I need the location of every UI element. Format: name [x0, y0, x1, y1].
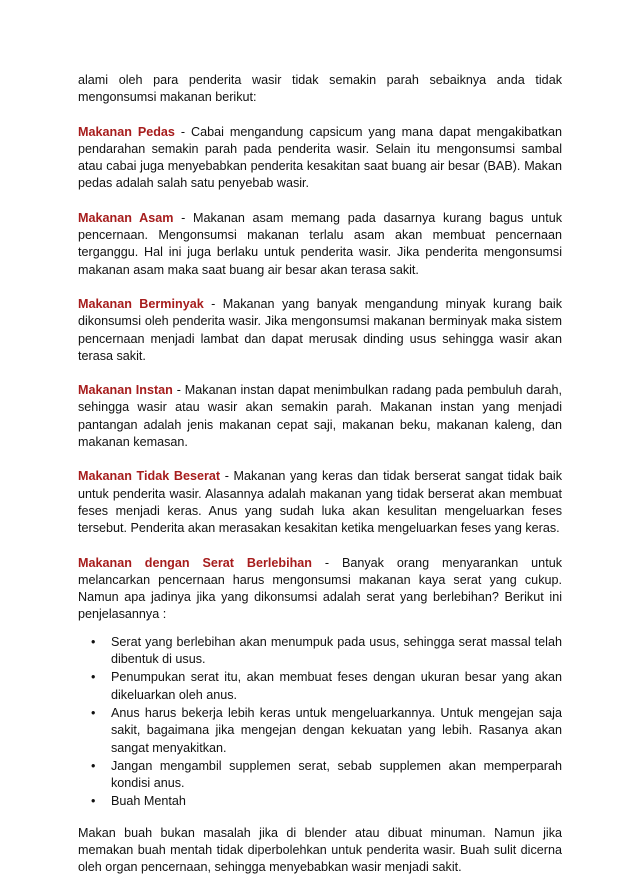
section-text: - Makanan asam memang pada dasarnya kurang bagus untuk pencernaan. Mengonsumsi makanan terlalu asam akan membuat pencernaan terganggu. Hal ini juga berlaku untuk penderita wasir. Jika penderita mengonsumsi makanan asam maka saat buang air besar akan terasa sakit.: [78, 210, 562, 277]
section-pedas: [78, 124, 562, 193]
section-heading: Makanan Pedas: [78, 124, 175, 139]
section-serat-berlebihan: [78, 555, 562, 624]
section-heading: Makanan Instan: [78, 383, 173, 398]
closing-paragraph: Makan buah bukan masalah jika di blender atau dibuat minuman. Namun jika memakan buah mentah tidak diperbolehkan untuk penderita wasir. Buah sulit dicerna oleh organ pencernaan, sehingga menyebabkan wasir menjadi sakit.: [78, 825, 562, 875]
list-item: • Buah Mentah: [111, 793, 562, 810]
section-text: - Makanan yang banyak mengandung minyak kurang baik dikonsumsi oleh penderita wasir. Jika mengonsumsi makanan berminyak maka sistem pencernaan menjadi lambat dan dapat merusak dinding usus sehingga wasir akan terasa sakit.: [78, 296, 562, 363]
list-item: • Penumpukan serat itu, akan membuat feses dengan ukuran besar yang akan dikeluarkan oleh anus.: [111, 669, 562, 704]
section-text: - Makanan yang keras dan tidak berserat sangat tidak baik untuk penderita wasir. Alasannya adalah makanan yang tidak berserat akan membuat feses menjadi keras. Anus yang sudah luka akan kesulitan mengeluarkan feses tersebut. Penderita akan merasakan kesakitan ketika mengeluarkan feses yang keras.: [78, 469, 562, 536]
list-item: • Anus harus bekerja lebih keras untuk mengeluarkannya. Untuk mengejan saja sakit, bagaimana jika mengejan dengan kekuatan yang lebih. Rasanya akan sangat menyakitkan.: [111, 705, 562, 757]
bullet-list: [78, 634, 562, 811]
section-berminyak: [78, 296, 562, 365]
section-heading: Makanan Berminyak: [78, 296, 204, 311]
list-item: • Jangan mengambil supplemen serat, sebab supplemen akan memperparah kondisi anus.: [111, 758, 562, 793]
section-asam: [78, 210, 562, 279]
section-instan: [78, 382, 562, 451]
section-text: - Makanan instan dapat menimbulkan radang pada pembuluh darah, sehingga wasir atau wasir akan semakin parah. Makanan instan yang menjadi pantangan adalah jenis makanan cepat saji, makanan beku, makanan kaleng, dan makanan kemasan.: [78, 383, 562, 450]
section-heading: Makanan Tidak Beserat: [78, 469, 221, 484]
section-heading: Makanan dengan Serat Berlebihan: [78, 555, 312, 570]
section-heading: Makanan Asam: [78, 210, 174, 225]
section-tidak-beserat: [78, 468, 562, 537]
section-text: - Banyak orang menyarankan untuk melancarkan pencernaan harus mengonsumsi makanan kaya serat yang cukup. Namun apa jadinya jika yang dikonsumsi adalah serat yang berlebihan? Berikut ini penjelasannya :: [78, 555, 562, 622]
document-page: [78, 72, 562, 894]
list-item: • Serat yang berlebihan akan menumpuk pada usus, sehingga serat massal telah dibentuk di usus.: [111, 634, 562, 669]
intro-paragraph: alami oleh para penderita wasir tidak semakin parah sebaiknya anda tidak mengonsumsi makanan berikut:: [78, 73, 562, 105]
section-text: - Cabai mengandung capsicum yang mana dapat mengakibatkan pendarahan semakin parah pada penderita wasir. Selain itu mengonsumsi sambal atau cabai juga menyebabkan penderita kesakitan saat buang air besar (BAB). Makan pedas adalah salah satu penyebab wasir.: [78, 124, 562, 191]
